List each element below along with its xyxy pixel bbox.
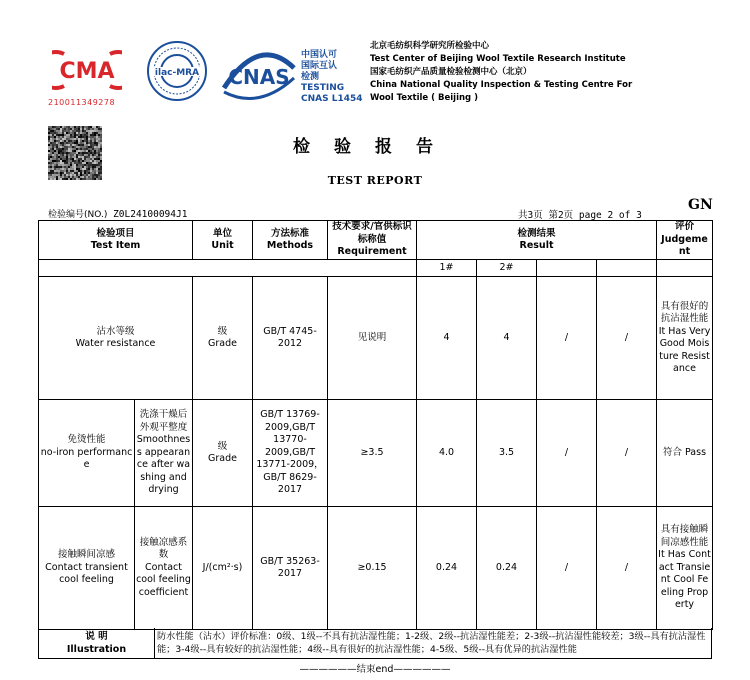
end-marker: ——————结束end—————— (299, 664, 451, 675)
header-unit (193, 221, 253, 260)
result-1-cell: 4 (417, 277, 477, 400)
sample-4-header (597, 260, 657, 277)
sample-judge-blank (657, 260, 713, 277)
judgement-cell: 具有接触瞬间凉感性能 It Has Contact Transient Cool Feeling Property (657, 507, 713, 630)
header-label: Methods (266, 240, 314, 251)
requirement-cell: ≥0.15 (328, 507, 417, 630)
sample-3-header (537, 260, 597, 277)
cma-logo (48, 42, 128, 112)
result-3-cell: / (537, 400, 597, 507)
result-2-cell: 4 (477, 277, 537, 400)
sub-item-cell (135, 400, 193, 507)
item-en: Water resistance (75, 338, 156, 349)
report-number-label: 检验编号(NO.) (48, 210, 108, 220)
result-1-cell: 4.0 (417, 400, 477, 507)
illustration-label-zh: 说 明 (85, 631, 108, 642)
report-number (48, 207, 187, 220)
method-cell: GB/T 13769-2009,GB/T 13770-2009,GB/T 13771-2009，GB/T 8629-2017 (253, 400, 328, 507)
header-label: Requirement (337, 246, 407, 258)
item-zh: 免烫性能 (67, 434, 106, 446)
table-row (39, 507, 713, 630)
header-result (417, 221, 657, 260)
ilac-mra-text: ilac-MRA (154, 68, 200, 78)
judgement-cell: 具有很好的抗沾湿性能 It Has Very Good Moisture Resistance (657, 277, 713, 400)
cnas-line: 检测 (301, 72, 320, 82)
unit-zh: 级 (217, 325, 228, 337)
report-title-zh: 检验报告 (293, 137, 457, 157)
method-cell: GB/T 4745-2012 (253, 277, 328, 400)
cnas-logo-text: CNAS (228, 65, 290, 89)
table-row (39, 400, 713, 507)
cnas-line: 中国认可 (301, 50, 338, 60)
header-label: 检验项目 (96, 227, 135, 239)
cma-number: 210011349278 (48, 98, 116, 107)
institute-header (370, 40, 632, 105)
sub-item-zh: 接触凉感系数 (139, 536, 188, 561)
header-test-item (39, 221, 193, 260)
unit-en: Grade (208, 338, 237, 349)
sample-header-row (39, 260, 713, 277)
centre-name-zh: 国家毛纺织产品质量检验检测中心（北京） (370, 67, 532, 77)
sample-1-header: 1# (417, 260, 477, 277)
unit-cell (193, 400, 253, 507)
unit-cell (193, 277, 253, 400)
page-info: 共3页 第2页 page 2 of 3 (518, 210, 642, 221)
test-item-cell (39, 507, 135, 630)
header-requirement (328, 221, 417, 260)
result-4-cell: / (597, 277, 657, 400)
table-row (39, 277, 713, 400)
header-label: 评价 (675, 221, 695, 233)
institute-name-en: Test Center of Beijing Wool Textile Research Institute (370, 54, 626, 64)
illustration-box (38, 628, 712, 659)
result-2-cell: 3.5 (477, 400, 537, 507)
sample-2-header: 2# (477, 260, 537, 277)
unit-zh: 级 (217, 440, 228, 452)
method-cell: GB/T 35263-2017 (253, 507, 328, 630)
illustration-text: 防水性能（沾水）评价标准：0级、1级--不具有抗沾湿性能；1-2级、2级--抗沾湿性能差；2-3级--抗沾湿性能较差；3级--具有抗沾湿性能；3-4级--具有较好的抗沾湿性能；4级--具有很好的抗沾湿性能；4-5级、5级--具有优异的抗沾湿性能 (157, 631, 706, 655)
header-label: 技术要求/官供标识标称值 (332, 221, 412, 245)
sub-item-en: Contact cool feeling coefficient (136, 561, 191, 598)
gn-mark: GN (688, 197, 713, 213)
test-item-cell (39, 277, 193, 400)
sample-header-blank (39, 260, 417, 277)
cnas-accreditation-text (301, 50, 363, 105)
institute-name-zh: 北京毛纺织科学研究所检验中心 (370, 41, 490, 51)
judgement-cell: 符合 Pass (657, 400, 713, 507)
result-3-cell: / (537, 277, 597, 400)
unit-en: Grade (208, 453, 237, 464)
report-title-en: TEST REPORT (327, 174, 423, 187)
header-label: Judgement (661, 233, 708, 258)
cma-logo-text: CMA (59, 59, 115, 84)
sub-item-cell (135, 507, 193, 630)
header-label: Test Item (90, 240, 141, 251)
unit-cell: J/(cm²·s) (193, 507, 253, 630)
requirement-cell: ≥3.5 (328, 400, 417, 507)
cnas-line: TESTING (301, 83, 345, 93)
result-4-cell: / (597, 400, 657, 507)
item-zh: 沾水等级 (96, 325, 135, 337)
illustration-label (39, 628, 155, 658)
table-header-row (39, 221, 713, 260)
ilac-mra-logo-icon (146, 40, 208, 102)
header-label: 单位 (212, 227, 232, 239)
cnas-line: 国际互认 (301, 61, 338, 71)
item-en: Contact transient cool feeling (45, 561, 128, 586)
illustration-label-en: Illustration (66, 644, 127, 655)
item-en: no-iron performance (40, 446, 133, 471)
item-zh: 接触瞬间凉感 (57, 549, 115, 561)
result-2-cell: 0.24 (477, 507, 537, 630)
header-label: 方法标准 (270, 227, 309, 239)
result-1-cell: 0.24 (417, 507, 477, 630)
header-methods (253, 221, 328, 260)
requirement-cell: 见说明 (328, 277, 417, 400)
header-label: 检测结果 (517, 227, 556, 239)
sub-item-en: Smoothness appearance after washing and drying (136, 434, 191, 496)
cnas-logo-icon (218, 48, 300, 100)
header-judgement (657, 221, 713, 260)
report-number-value: Z0L24100094J1 (113, 209, 188, 220)
results-table (38, 220, 713, 630)
sub-item-zh: 洗涤干燥后外观平整度 (139, 409, 188, 433)
result-4-cell: / (597, 507, 657, 630)
cma-mark-icon (52, 50, 122, 90)
header-label: Result (519, 240, 554, 251)
header-label: Unit (211, 240, 234, 251)
result-3-cell: / (537, 507, 597, 630)
centre-name-en-2: Wool Textile ( Beijing ) (370, 93, 478, 103)
cnas-line: CNAS L1454 (301, 94, 363, 104)
centre-name-en: China National Quality Inspection & Testing Centre For (370, 80, 633, 90)
test-item-cell (39, 400, 135, 507)
